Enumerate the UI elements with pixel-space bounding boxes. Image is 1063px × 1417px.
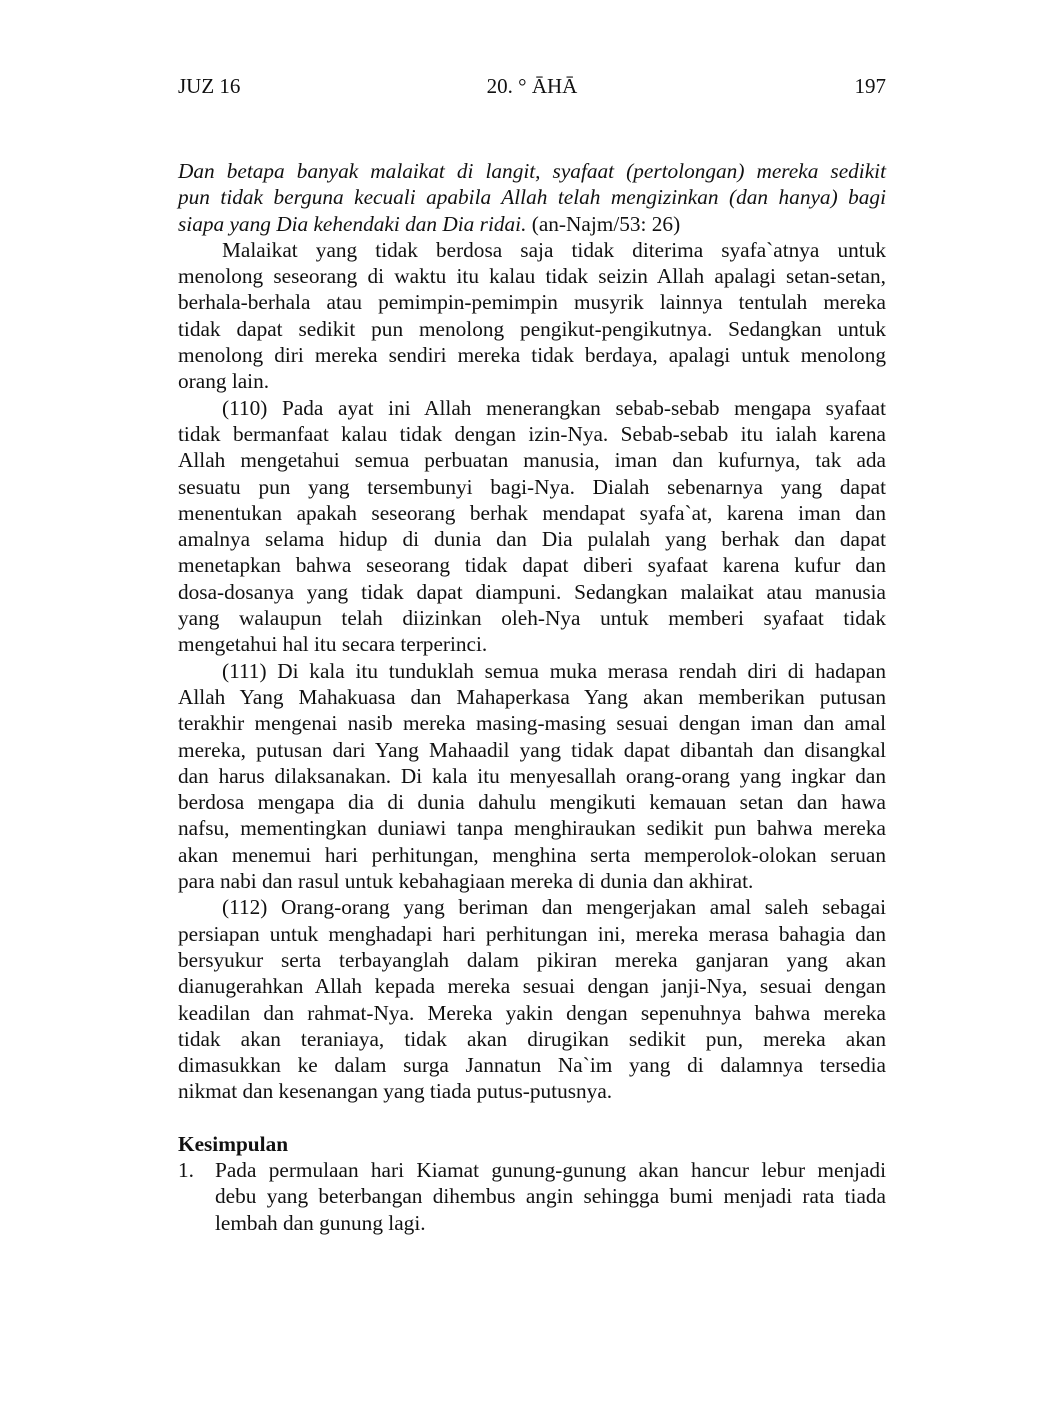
text-line: sesuatu pun yang tersembunyi bagi-Nya. Dialah sebenarnya yang dapat — [178, 474, 886, 499]
text-line: (112) Orang-orang yang beriman dan mengerjakan amal saleh sebagai — [222, 895, 886, 920]
text-line: yang walaupun telah diizinkan oleh-Nya untuk memberi syafaat tidak — [178, 606, 886, 631]
page-body — [178, 158, 886, 1236]
commentary — [178, 237, 886, 1105]
paragraph — [178, 658, 886, 895]
text-line: Allah mengetahui semua perbuatan manusia, iman dan kufurnya, tak ada — [178, 448, 886, 473]
text-line: mereka, putusan dari Yang Mahaadil yang tidak dapat dibantah dan disangkal — [178, 737, 886, 762]
text-line: persiapan untuk menghadapi hari perhitungan ini, mereka merasa bahagia dan — [178, 921, 886, 946]
text-line: menetapkan bahwa seseorang tidak dapat diberi syafaat karena kufur dan — [178, 553, 886, 578]
text-line: tidak dapat sedikit pun menolong pengikut-pengikutnya. Sedangkan untuk — [178, 316, 886, 341]
text-line: (110) Pada ayat ini Allah menerangkan sebab-sebab mengapa syafaat — [222, 395, 886, 420]
text-line: menolong seseorang di waktu itu kalau tidak seizin Allah apalagi setan-setan, — [178, 264, 886, 289]
text-line: orang lain. — [178, 369, 270, 394]
quote-line: pun tidak berguna kecuali apabila Allah telah mengizinkan (dan hanya) bagi — [178, 185, 886, 210]
text-line: menolong diri mereka sendiri mereka tidak berdaya, apalagi untuk menolong — [178, 343, 886, 368]
text-line: dan harus dilaksanakan. Di kala itu menyesallah orang-orang yang ingkar dan — [178, 763, 886, 788]
list-number: 1. — [178, 1157, 194, 1182]
text-line: menentukan apakah seseorang berhak mendapat syafa`at, karena iman dan — [178, 500, 886, 525]
text-line: tidak bermanfaat kalau tidak dengan izin-Nya. Sebab-sebab itu ialah karena — [178, 421, 886, 446]
text-line: berdosa mengapa dia di dunia dahulu mengikuti kemauan setan dan hawa — [178, 790, 886, 815]
text-line: Malaikat yang tidak berdosa saja tidak diterima syafa`atnya untuk — [222, 237, 886, 262]
paragraph — [178, 237, 886, 395]
text-line: berhala-berhala atau pemimpin-pemimpin musyrik lainnya tentulah mereka — [178, 290, 886, 315]
text-line: amalnya selama hidup di dunia dan Dia pulalah yang berhak dan dapat — [178, 527, 886, 552]
surah-title: 20. ° ĀHĀ — [486, 74, 578, 98]
text-line: tidak akan teraniaya, tidak akan dirugikan sedikit pun, mereka akan — [178, 1026, 886, 1051]
list-item — [178, 1157, 886, 1236]
paragraph — [178, 894, 886, 1104]
quranic-quote — [178, 158, 886, 237]
running-header — [178, 74, 886, 102]
text-line: keadilan dan rahmat-Nya. Mereka yakin dengan sepenuhnya bahwa mereka — [178, 1000, 886, 1025]
conclusion-list — [178, 1157, 886, 1236]
quote-line: Dan betapa banyak malaikat di langit, syafaat (pertolongan) mereka sedikit — [178, 159, 886, 183]
text-line: debu yang beterbangan dihembus angin sehingga bumi menjadi rata tiada — [215, 1184, 886, 1209]
text-line: dianugerahkan Allah kepada mereka sesuai dengan janji-Nya, sesuai dengan — [178, 974, 886, 999]
section-heading: Kesimpulan — [178, 1131, 289, 1156]
text-line: dimasukkan ke dalam surga Jannatun Na`im yang di dalamnya tersedia — [178, 1053, 886, 1078]
paragraph — [178, 395, 886, 658]
text-line: nafsu, mementingkan duniawi tanpa menghiraukan sedikit pun bahwa mereka — [178, 816, 886, 841]
text-line: para nabi dan rasul untuk kebahagiaan mereka di dunia dan akhirat. — [178, 869, 754, 894]
page-number: 197 — [854, 74, 886, 98]
text-line: lembah dan gunung lagi. — [215, 1210, 426, 1235]
text-line: Pada permulaan hari Kiamat gunung-gunung akan hancur lebur menjadi — [215, 1157, 886, 1182]
text-line: mengetahui hal itu secara terperinci. — [178, 632, 488, 657]
text-line: dosa-dosanya yang tidak dapat diampuni. Sedangkan malaikat atau manusia — [178, 579, 886, 604]
quote-line — [178, 211, 886, 237]
quote-citation: (an-Najm/53: 26) — [526, 211, 681, 236]
juz-label: JUZ 16 — [178, 74, 241, 98]
quote-text: siapa yang Dia kehendaki dan Dia ridai. — [178, 211, 527, 236]
text-line: akan menemui hari perhitungan, menghina serta memperolok-olokan seruan — [178, 842, 886, 867]
text-line: Allah Yang Mahakuasa dan Mahaperkasa Yang akan memberikan putusan — [178, 684, 886, 709]
text-line: (111) Di kala itu tunduklah semua muka merasa rendah diri di hadapan — [222, 658, 886, 683]
text-line: terakhir mengenai nasib mereka masing-masing sesuai dengan iman dan amal — [178, 711, 886, 736]
text-line: bersyukur serta terbayanglah dalam pikiran mereka ganjaran yang akan — [178, 947, 886, 972]
text-line: nikmat dan kesenangan yang tiada putus-putusnya. — [178, 1079, 613, 1104]
